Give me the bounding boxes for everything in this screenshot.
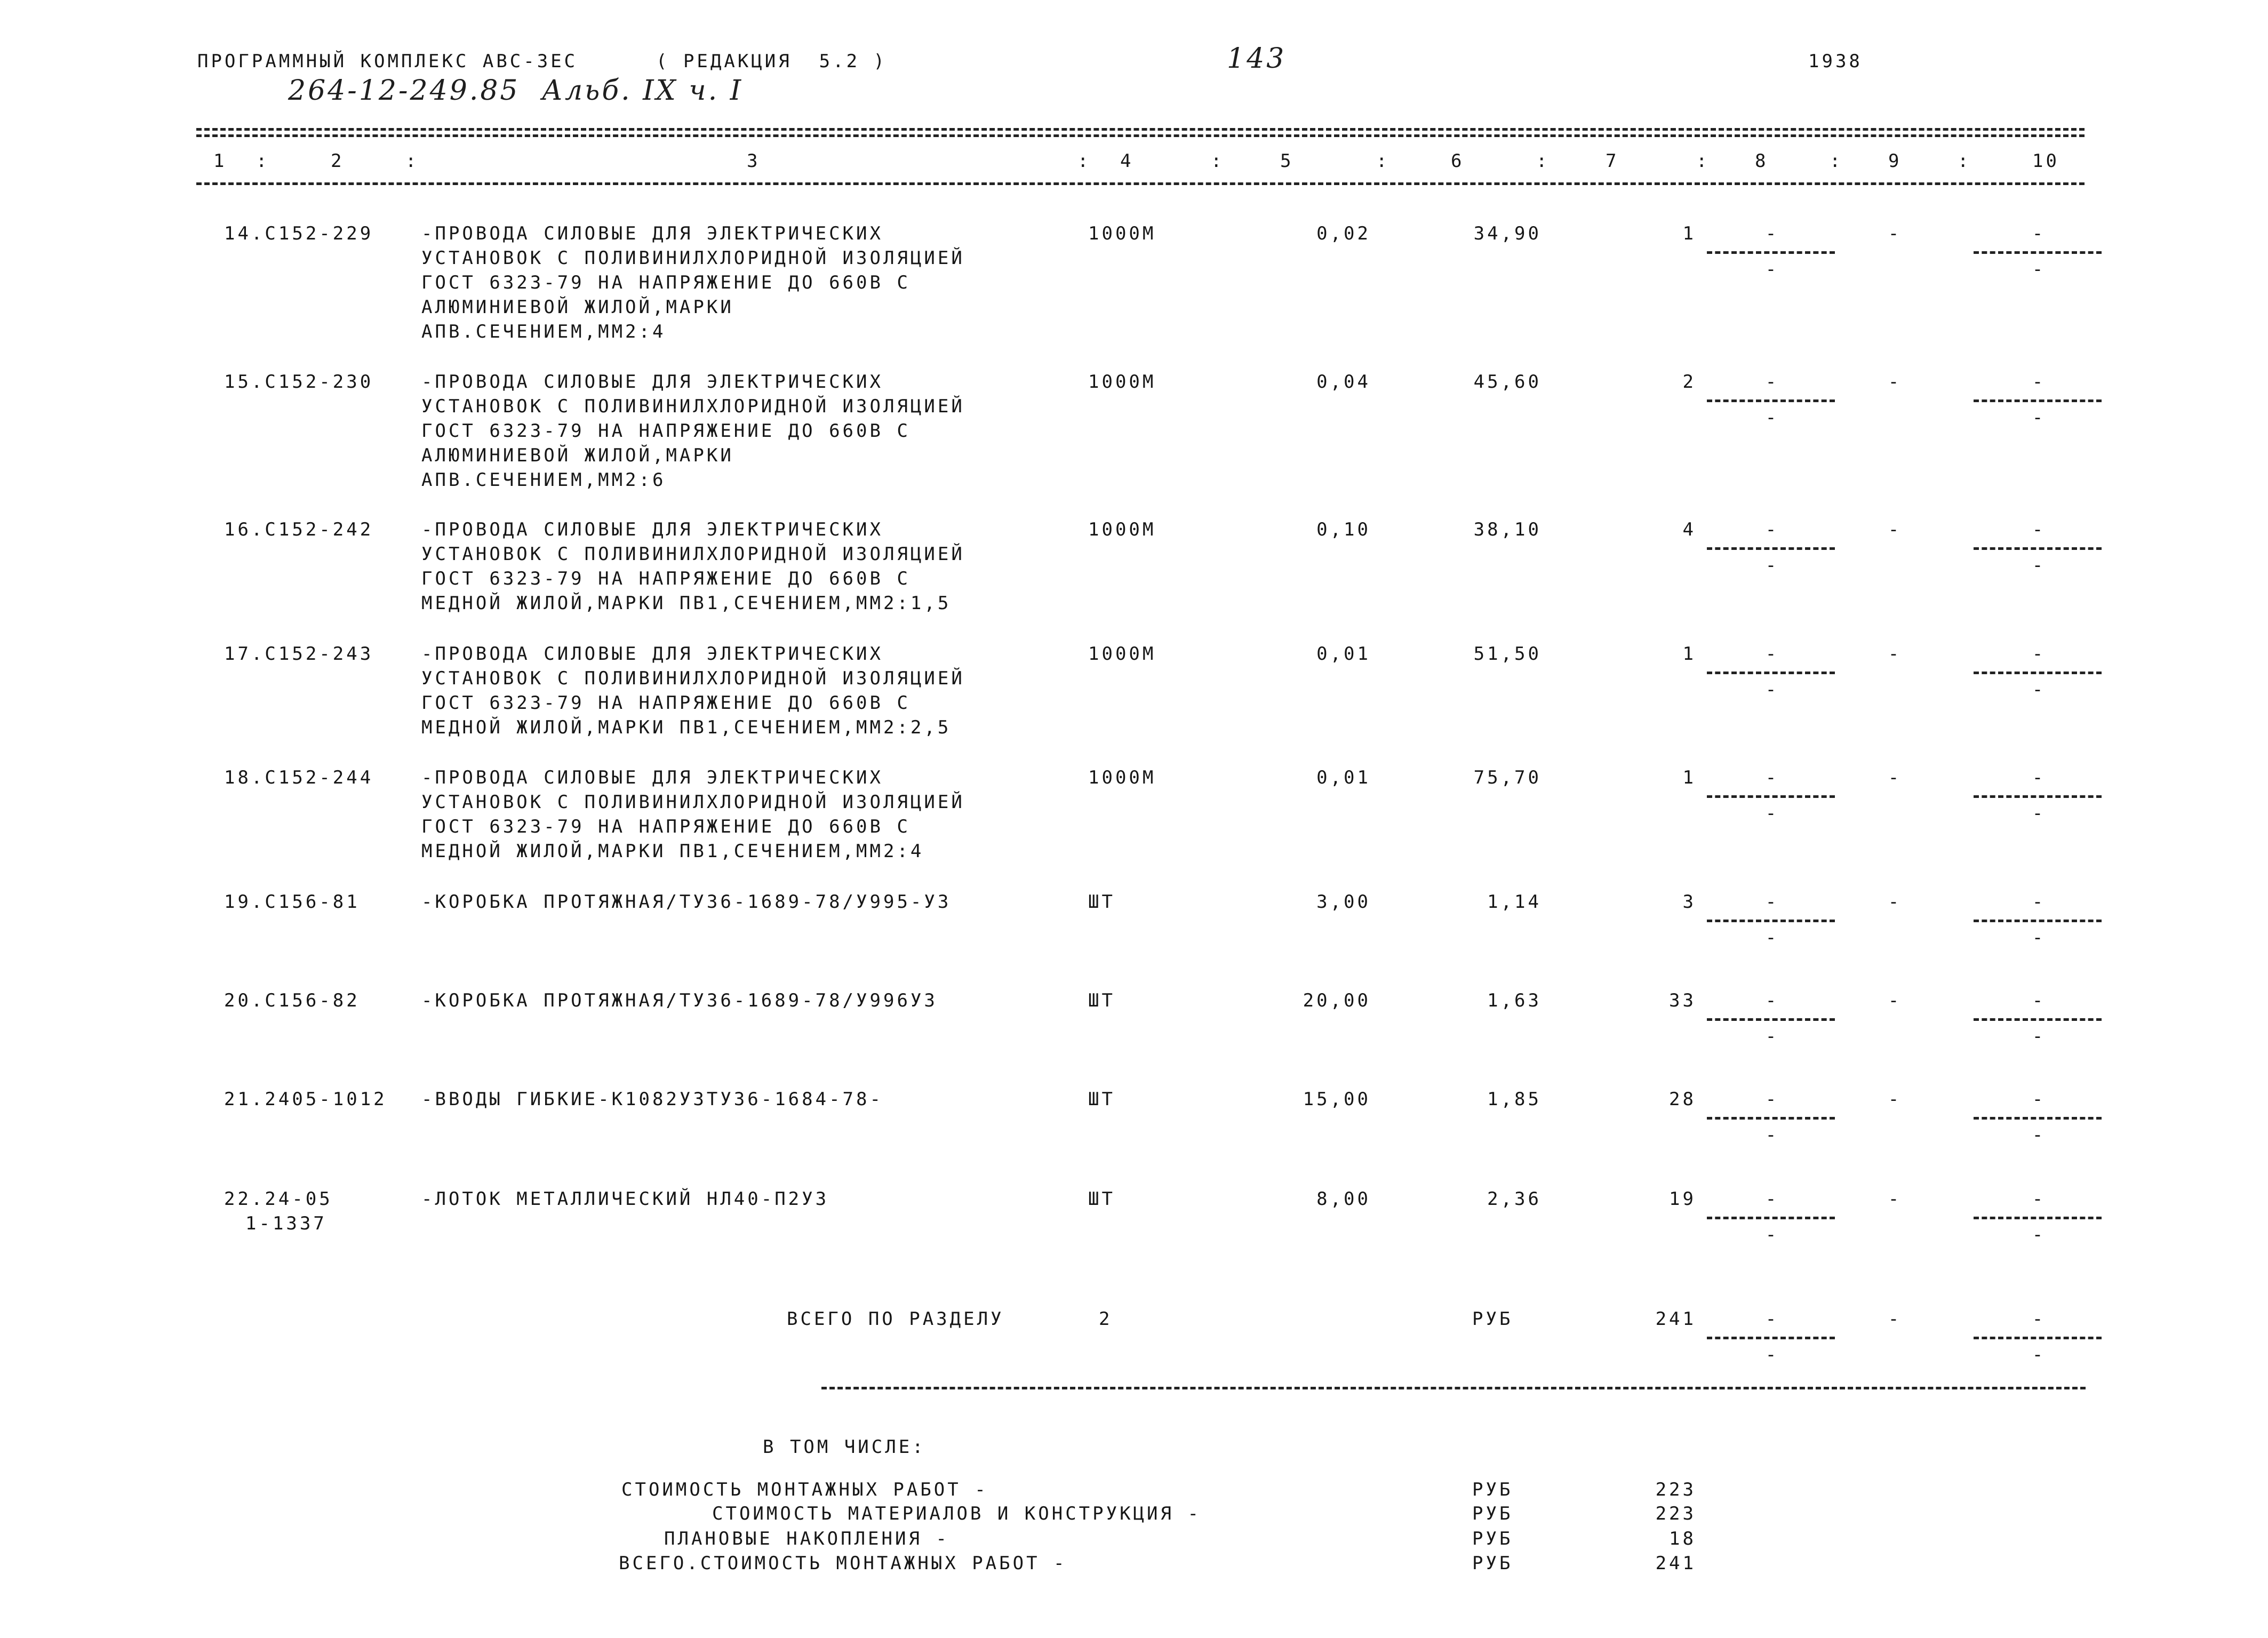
row-description-line: -ПРОВОДА СИЛОВЫЕ ДЛЯ ЭЛЕКТРИЧЕСКИХ bbox=[421, 519, 883, 540]
row-description-line: ГОСТ 6323-79 НА НАПРЯЖЕНИЕ ДО 660В С bbox=[421, 272, 911, 293]
row-code: 21.2405-1012 bbox=[224, 1089, 387, 1110]
row-col10-bottom: - bbox=[2032, 803, 2043, 824]
row-quantity: 0,01 bbox=[1316, 643, 1371, 665]
row-col8-bottom: - bbox=[1765, 1124, 1777, 1146]
breakdown-label: СТОИМОСТЬ МАТЕРИАЛОВ И КОНСТРУКЦИЯ - bbox=[712, 1503, 1201, 1524]
row-description-line: АЛЮМИНИЕВОЙ ЖИЛОЙ,МАРКИ bbox=[421, 445, 734, 466]
program-title: ПРОГРАММНЫЙ КОМПЛЕКС АВС-3ЕС bbox=[197, 51, 578, 72]
row-description-line: МЕДНОЙ ЖИЛОЙ,МАРКИ ПВ1,СЕЧЕНИЕМ,ММ2:4 bbox=[421, 841, 924, 862]
row-col10-top: - bbox=[2032, 223, 2043, 244]
row-col10-top: - bbox=[2032, 643, 2043, 665]
row-quantity: 0,04 bbox=[1316, 371, 1371, 393]
row-col8-bar bbox=[1707, 1018, 1835, 1021]
row-col8-top: - bbox=[1765, 223, 1777, 244]
row-description-line: -ПРОВОДА СИЛОВЫЕ ДЛЯ ЭЛЕКТРИЧЕСКИХ bbox=[421, 643, 883, 665]
row-unit-price: 51,50 bbox=[1473, 643, 1542, 665]
total-rule bbox=[821, 1387, 2086, 1389]
row-description-line: ГОСТ 6323-79 НА НАПРЯЖЕНИЕ ДО 660В С bbox=[421, 692, 911, 714]
row-description-line: -ВВОДЫ ГИБКИЕ-К1082У3ТУ36-1684-78- bbox=[421, 1089, 883, 1110]
row-col8-bottom: - bbox=[1765, 679, 1777, 700]
row-description-line: -ПРОВОДА СИЛОВЫЕ ДЛЯ ЭЛЕКТРИЧЕСКИХ bbox=[421, 767, 883, 788]
row-total: 19 bbox=[1669, 1188, 1696, 1210]
row-col8 bbox=[1707, 221, 1835, 282]
row-col10-bar bbox=[1974, 251, 2102, 254]
row-col10-top: - bbox=[2032, 1089, 2043, 1110]
column-header-17: : bbox=[1958, 150, 1971, 172]
row-col9: - bbox=[1888, 891, 1899, 913]
row-col8 bbox=[1707, 765, 1835, 826]
row-col9: - bbox=[1888, 1188, 1899, 1210]
row-description bbox=[421, 1087, 883, 1112]
row-col10-bar bbox=[1974, 1217, 2102, 1219]
row-col10-top: - bbox=[2032, 1188, 2043, 1210]
row-col8-bar bbox=[1707, 1217, 1835, 1219]
row-col8-bottom: - bbox=[1765, 259, 1777, 280]
row-quantity: 8,00 bbox=[1316, 1188, 1371, 1210]
row-total: 1 bbox=[1682, 767, 1696, 788]
breakdown-value: 241 bbox=[1655, 1553, 1696, 1574]
row-col8-bar bbox=[1707, 399, 1835, 402]
row-col10-bar bbox=[1974, 920, 2102, 922]
row-total: 1 bbox=[1682, 643, 1696, 665]
breakdown-unit: РУБ bbox=[1472, 1503, 1513, 1524]
column-header-5: : bbox=[1077, 150, 1091, 172]
section-total-col10 bbox=[1974, 1307, 2102, 1367]
section-total-col9: - bbox=[1888, 1308, 1899, 1330]
row-col8-bottom: - bbox=[1765, 1026, 1777, 1047]
row-description-line: УСТАНОВОК С ПОЛИВИНИЛХЛОРИДНОЙ ИЗОЛЯЦИЕЙ bbox=[421, 247, 965, 269]
row-description-line: УСТАНОВОК С ПОЛИВИНИЛХЛОРИДНОЙ ИЗОЛЯЦИЕЙ bbox=[421, 792, 965, 813]
row-code: 18.С152-244 bbox=[224, 767, 374, 788]
section-number: 2 bbox=[1099, 1308, 1113, 1330]
row-code: 15.С152-230 bbox=[224, 371, 374, 393]
column-header-10: 6 bbox=[1451, 150, 1465, 172]
breakdown-unit: РУБ bbox=[1472, 1553, 1513, 1574]
section-total-col8-bar bbox=[1707, 1337, 1835, 1339]
row-quantity: 0,01 bbox=[1316, 767, 1371, 788]
row-description bbox=[421, 890, 951, 914]
row-col10-top: - bbox=[2032, 990, 2043, 1011]
row-code: 17.С152-243 bbox=[224, 643, 374, 665]
row-col9: - bbox=[1888, 1089, 1899, 1110]
column-header-3: : bbox=[405, 150, 419, 172]
row-unit: ШТ bbox=[1088, 1188, 1115, 1210]
row-col8-top: - bbox=[1765, 643, 1777, 665]
row-col10-bottom: - bbox=[2032, 1224, 2043, 1245]
row-description-line: АПВ.СЕЧЕНИЕМ,ММ2:6 bbox=[421, 469, 666, 491]
row-col10-bottom: - bbox=[2032, 1026, 2043, 1047]
edition-label: ( РЕДАКЦИЯ 5.2 ) bbox=[656, 51, 887, 72]
column-header-6: 4 bbox=[1120, 150, 1134, 172]
row-col10 bbox=[1974, 890, 2102, 950]
row-description-line: -ПРОВОДА СИЛОВЫЕ ДЛЯ ЭЛЕКТРИЧЕСКИХ bbox=[421, 371, 883, 393]
row-col10-bar bbox=[1974, 399, 2102, 402]
row-col8 bbox=[1707, 370, 1835, 430]
row-unit: 1000М bbox=[1088, 223, 1156, 244]
row-col10 bbox=[1974, 370, 2102, 430]
row-col9: - bbox=[1888, 767, 1899, 788]
section-total-col10-bar bbox=[1974, 1337, 2102, 1339]
column-header-14: 8 bbox=[1755, 150, 1769, 172]
row-col10 bbox=[1974, 765, 2102, 826]
row-col10-bar bbox=[1974, 795, 2102, 798]
row-col10-bottom: - bbox=[2032, 679, 2043, 700]
row-col9: - bbox=[1888, 223, 1899, 244]
section-total-col8 bbox=[1707, 1307, 1835, 1367]
row-unit-price: 75,70 bbox=[1473, 767, 1542, 788]
section-total-col10-bottom: - bbox=[2032, 1344, 2043, 1365]
row-col10-bottom: - bbox=[2032, 407, 2043, 428]
row-description-line: УСТАНОВОК С ПОЛИВИНИЛХЛОРИДНОЙ ИЗОЛЯЦИЕЙ bbox=[421, 544, 965, 565]
column-header-16: 9 bbox=[1888, 150, 1902, 172]
row-col8 bbox=[1707, 988, 1835, 1049]
row-unit: 1000М bbox=[1088, 519, 1156, 540]
section-total-label: ВСЕГО ПО РАЗДЕЛУ bbox=[787, 1308, 1004, 1330]
row-description bbox=[421, 370, 965, 492]
row-unit: 1000М bbox=[1088, 643, 1156, 665]
row-col8 bbox=[1707, 517, 1835, 578]
row-unit: ШТ bbox=[1088, 891, 1115, 913]
row-description-line: УСТАНОВОК С ПОЛИВИНИЛХЛОРИДНОЙ ИЗОЛЯЦИЕЙ bbox=[421, 668, 965, 689]
row-code: 14.С152-229 bbox=[224, 223, 374, 244]
row-code-secondary: 1-1337 bbox=[245, 1213, 327, 1234]
column-header-15: : bbox=[1830, 150, 1843, 172]
row-unit: 1000М bbox=[1088, 767, 1156, 788]
row-col8-top: - bbox=[1765, 891, 1777, 913]
row-unit: 1000М bbox=[1088, 371, 1156, 393]
row-code: 22.24-05 bbox=[224, 1188, 333, 1210]
row-total: 4 bbox=[1682, 519, 1696, 540]
section-total-value: 241 bbox=[1655, 1308, 1696, 1330]
column-header-12: 7 bbox=[1606, 150, 1619, 172]
row-code: 19.С156-81 bbox=[224, 891, 360, 913]
column-header-2: 2 bbox=[331, 150, 345, 172]
row-code: 16.С152-242 bbox=[224, 519, 374, 540]
row-col8-top: - bbox=[1765, 1089, 1777, 1110]
row-col10-bar bbox=[1974, 547, 2102, 550]
row-col9: - bbox=[1888, 519, 1899, 540]
row-unit-price: 1,63 bbox=[1487, 990, 1542, 1011]
row-col10-bottom: - bbox=[2032, 555, 2043, 576]
column-header-13: : bbox=[1696, 150, 1710, 172]
row-col10 bbox=[1974, 517, 2102, 578]
breakdown-unit: РУБ bbox=[1472, 1479, 1513, 1500]
row-col10-bottom: - bbox=[2032, 259, 2043, 280]
breakdown-value: 223 bbox=[1655, 1503, 1696, 1524]
column-header-4: 3 bbox=[747, 150, 761, 172]
row-col10 bbox=[1974, 1187, 2102, 1247]
row-quantity: 0,10 bbox=[1316, 519, 1371, 540]
row-col10 bbox=[1974, 988, 2102, 1049]
row-col8-bottom: - bbox=[1765, 407, 1777, 428]
row-quantity: 3,00 bbox=[1316, 891, 1371, 913]
row-col10-bar bbox=[1974, 672, 2102, 674]
row-col8-top: - bbox=[1765, 1188, 1777, 1210]
row-col8-top: - bbox=[1765, 371, 1777, 393]
row-description-line: ГОСТ 6323-79 НА НАПРЯЖЕНИЕ ДО 660В С bbox=[421, 420, 911, 442]
column-header-11: : bbox=[1536, 150, 1550, 172]
column-header-18: 10 bbox=[2032, 150, 2059, 172]
row-description bbox=[421, 221, 965, 344]
breakdown-value: 18 bbox=[1669, 1528, 1696, 1549]
row-col8-bar bbox=[1707, 547, 1835, 550]
row-description bbox=[421, 642, 965, 740]
row-col10-top: - bbox=[2032, 519, 2043, 540]
row-col10-top: - bbox=[2032, 891, 2043, 913]
column-header-7: : bbox=[1211, 150, 1225, 172]
row-col8-bottom: - bbox=[1765, 555, 1777, 576]
row-col8-bar bbox=[1707, 672, 1835, 674]
row-col9: - bbox=[1888, 990, 1899, 1011]
section-total-col8-bottom: - bbox=[1765, 1344, 1777, 1365]
row-description bbox=[421, 517, 965, 616]
row-col10-bottom: - bbox=[2032, 927, 2043, 948]
year-label: 1938 bbox=[1808, 51, 1863, 72]
row-col8 bbox=[1707, 1187, 1835, 1247]
row-unit: ШТ bbox=[1088, 1089, 1115, 1110]
breakdown-value: 223 bbox=[1655, 1479, 1696, 1500]
row-description-line: -КОРОБКА ПРОТЯЖНАЯ/ТУ36-1689-78/У996У3 bbox=[421, 990, 938, 1011]
section-total-col8-top: - bbox=[1765, 1308, 1777, 1330]
row-col10 bbox=[1974, 642, 2102, 702]
header-rule-top-2 bbox=[196, 134, 2085, 137]
breakdown-heading: В ТОМ ЧИСЛЕ: bbox=[763, 1436, 926, 1458]
breakdown-label: СТОИМОСТЬ МОНТАЖНЫХ РАБОТ - bbox=[621, 1479, 988, 1500]
row-description bbox=[421, 1187, 829, 1211]
row-col8 bbox=[1707, 890, 1835, 950]
row-col8-bar bbox=[1707, 795, 1835, 798]
row-description bbox=[421, 988, 938, 1013]
row-col10-top: - bbox=[2032, 371, 2043, 393]
row-quantity: 0,02 bbox=[1316, 223, 1371, 244]
breakdown-label: ПЛАНОВЫЕ НАКОПЛЕНИЯ - bbox=[664, 1528, 949, 1549]
row-unit: ШТ bbox=[1088, 990, 1115, 1011]
row-col8-bar bbox=[1707, 920, 1835, 922]
row-description-line: АЛЮМИНИЕВОЙ ЖИЛОЙ,МАРКИ bbox=[421, 297, 734, 318]
row-total: 3 bbox=[1682, 891, 1696, 913]
row-col8-bottom: - bbox=[1765, 1224, 1777, 1245]
row-total: 33 bbox=[1669, 990, 1696, 1011]
column-header-0: 1 bbox=[213, 150, 227, 172]
row-col10 bbox=[1974, 1087, 2102, 1147]
row-quantity: 20,00 bbox=[1303, 990, 1371, 1011]
row-unit-price: 34,90 bbox=[1473, 223, 1542, 244]
row-unit-price: 2,36 bbox=[1487, 1188, 1542, 1210]
column-header-8: 5 bbox=[1280, 150, 1294, 172]
row-col8-top: - bbox=[1765, 990, 1777, 1011]
row-col8-bottom: - bbox=[1765, 803, 1777, 824]
row-col8 bbox=[1707, 642, 1835, 702]
section-total-col10-top: - bbox=[2032, 1308, 2043, 1330]
row-unit-price: 1,14 bbox=[1487, 891, 1542, 913]
header-rule-top bbox=[196, 128, 2085, 131]
handwritten-reference: 264-12-249.85 Альб. IX ч. I bbox=[288, 75, 744, 107]
row-description-line: ГОСТ 6323-79 НА НАПРЯЖЕНИЕ ДО 660В С bbox=[421, 816, 911, 837]
breakdown-label: ВСЕГО.СТОИМОСТЬ МОНТАЖНЫХ РАБОТ - bbox=[619, 1553, 1067, 1574]
row-unit-price: 45,60 bbox=[1473, 371, 1542, 393]
header-rule-bottom bbox=[196, 182, 2085, 185]
row-quantity: 15,00 bbox=[1303, 1089, 1371, 1110]
column-header-9: : bbox=[1376, 150, 1390, 172]
row-description-line: -ПРОВОДА СИЛОВЫЕ ДЛЯ ЭЛЕКТРИЧЕСКИХ bbox=[421, 223, 883, 244]
row-col8-top: - bbox=[1765, 519, 1777, 540]
row-col8-top: - bbox=[1765, 767, 1777, 788]
row-col8-bar bbox=[1707, 1117, 1835, 1120]
row-col10-bar bbox=[1974, 1018, 2102, 1021]
row-unit-price: 1,85 bbox=[1487, 1089, 1542, 1110]
row-col9: - bbox=[1888, 643, 1899, 665]
row-code: 20.С156-82 bbox=[224, 990, 360, 1011]
row-description-line: -ЛОТОК МЕТАЛЛИЧЕСКИЙ НЛ40-П2У3 bbox=[421, 1188, 829, 1210]
column-header-1: : bbox=[256, 150, 270, 172]
breakdown-unit: РУБ bbox=[1472, 1528, 1513, 1549]
row-description-line: ГОСТ 6323-79 НА НАПРЯЖЕНИЕ ДО 660В С bbox=[421, 568, 911, 589]
page-number: 143 bbox=[1227, 43, 1287, 75]
row-description-line: МЕДНОЙ ЖИЛОЙ,МАРКИ ПВ1,СЕЧЕНИЕМ,ММ2:1,5 bbox=[421, 593, 952, 614]
row-total: 2 bbox=[1682, 371, 1696, 393]
row-total: 28 bbox=[1669, 1089, 1696, 1110]
row-unit-price: 38,10 bbox=[1473, 519, 1542, 540]
row-col8-bar bbox=[1707, 251, 1835, 254]
row-total: 1 bbox=[1682, 223, 1696, 244]
row-description-line: МЕДНОЙ ЖИЛОЙ,МАРКИ ПВ1,СЕЧЕНИЕМ,ММ2:2,5 bbox=[421, 717, 952, 738]
row-col8 bbox=[1707, 1087, 1835, 1147]
row-col8-bottom: - bbox=[1765, 927, 1777, 948]
row-description-line: УСТАНОВОК С ПОЛИВИНИЛХЛОРИДНОЙ ИЗОЛЯЦИЕЙ bbox=[421, 396, 965, 417]
row-col10-top: - bbox=[2032, 767, 2043, 788]
row-description bbox=[421, 765, 965, 864]
section-total-unit: РУБ bbox=[1472, 1308, 1513, 1330]
row-description-line: -КОРОБКА ПРОТЯЖНАЯ/ТУ36-1689-78/У995-У3 bbox=[421, 891, 952, 913]
row-description-line: АПВ.СЕЧЕНИЕМ,ММ2:4 bbox=[421, 321, 666, 342]
row-col10-bottom: - bbox=[2032, 1124, 2043, 1146]
row-col10 bbox=[1974, 221, 2102, 282]
row-col10-bar bbox=[1974, 1117, 2102, 1120]
row-col9: - bbox=[1888, 371, 1899, 393]
